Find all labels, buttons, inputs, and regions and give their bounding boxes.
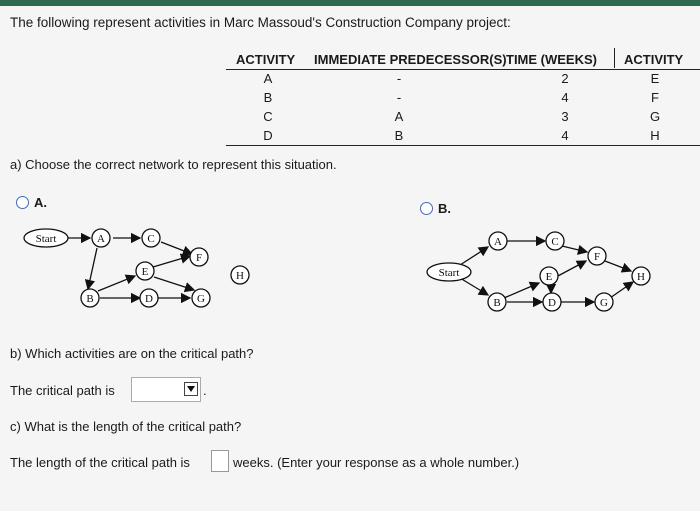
header-predecessors: IMMEDIATE PREDECESSOR(S) — [314, 52, 507, 67]
arrow-e-f — [556, 261, 586, 277]
arrow-e-g — [154, 277, 194, 290]
cell-activity: C — [263, 109, 273, 124]
radio-button-icon[interactable] — [16, 196, 29, 209]
cell-activity-right: G — [649, 109, 661, 124]
question-b: b) Which activities are on the critical path? — [10, 346, 254, 361]
critical-path-dropdown[interactable] — [131, 377, 201, 402]
length-prefix: The length of the critical path is — [10, 455, 190, 470]
node-f-label: F — [593, 251, 601, 263]
length-suffix: weeks. (Enter your response as a whole number.) — [233, 455, 520, 470]
cell-predecessor: B — [394, 128, 404, 143]
cell-activity-right: H — [650, 128, 660, 143]
question-c: c) What is the length of the critical path? — [10, 419, 242, 434]
arrow-f-h — [605, 261, 631, 271]
node-e-label: E — [545, 271, 553, 283]
cell-activity: D — [263, 128, 273, 143]
node-b-label: B — [86, 293, 94, 305]
start-node-label: Start — [438, 267, 460, 279]
cell-activity-right: F — [651, 90, 659, 105]
node-c-label: C — [147, 233, 155, 245]
arrow-c-f — [562, 246, 587, 252]
arrow-b-e — [98, 276, 135, 291]
header-divider — [226, 69, 700, 70]
node-h-label: H — [637, 271, 645, 283]
critical-path-suffix: . — [203, 383, 207, 398]
arrow-c-f — [161, 242, 192, 254]
node-c-label: C — [551, 236, 559, 248]
arrow-e-f — [153, 256, 190, 267]
arrow-start-a — [460, 247, 488, 265]
cell-activity-right: E — [650, 71, 660, 86]
arrow-start-b — [460, 278, 488, 295]
node-h-label: H — [236, 270, 244, 282]
cell-predecessor: - — [396, 90, 402, 105]
arrow-a-b — [88, 248, 97, 289]
node-g-label: G — [197, 293, 205, 305]
network-diagram-b — [420, 225, 670, 320]
column-divider — [614, 48, 615, 68]
critical-path-prefix: The critical path is — [10, 383, 115, 398]
start-node-label: Start — [35, 233, 57, 245]
intro-text: The following represent activities in Marc Massoud's Construction Company project: — [10, 15, 511, 30]
network-diagram-a — [0, 220, 270, 320]
node-e-label: E — [141, 266, 149, 278]
node-f-label: F — [195, 252, 203, 264]
node-a-label: A — [97, 233, 105, 245]
option-b-label[interactable]: B. — [438, 201, 451, 216]
cell-time: 3 — [561, 109, 569, 124]
arrow-g-h — [610, 282, 633, 298]
dropdown-arrow-icon[interactable] — [184, 382, 198, 396]
cell-activity: A — [263, 71, 273, 86]
cell-predecessor: A — [394, 109, 404, 124]
table-bottom-border — [226, 145, 700, 146]
activity-table — [226, 48, 700, 146]
arrow-b-e — [504, 283, 539, 298]
cell-time: 4 — [561, 90, 569, 105]
cell-activity: B — [263, 90, 273, 105]
node-g-label: G — [600, 297, 608, 309]
header-activity-2: ACTIVITY — [624, 52, 684, 67]
header-time: TIME (WEEKS) — [506, 52, 597, 67]
question-a: a) Choose the correct network to represent this situation. — [10, 157, 337, 172]
critical-path-length-input[interactable] — [211, 450, 229, 472]
top-accent-bar — [0, 0, 700, 6]
cell-time: 2 — [561, 71, 569, 86]
option-a-label[interactable]: A. — [34, 195, 47, 210]
header-activity: ACTIVITY — [236, 52, 296, 67]
radio-button-icon[interactable] — [420, 202, 433, 215]
cell-time: 4 — [561, 128, 569, 143]
node-b-label: B — [493, 297, 501, 309]
cell-predecessor: - — [396, 71, 402, 86]
node-d-label: D — [548, 297, 556, 309]
node-a-label: A — [494, 236, 502, 248]
node-d-label: D — [145, 293, 153, 305]
